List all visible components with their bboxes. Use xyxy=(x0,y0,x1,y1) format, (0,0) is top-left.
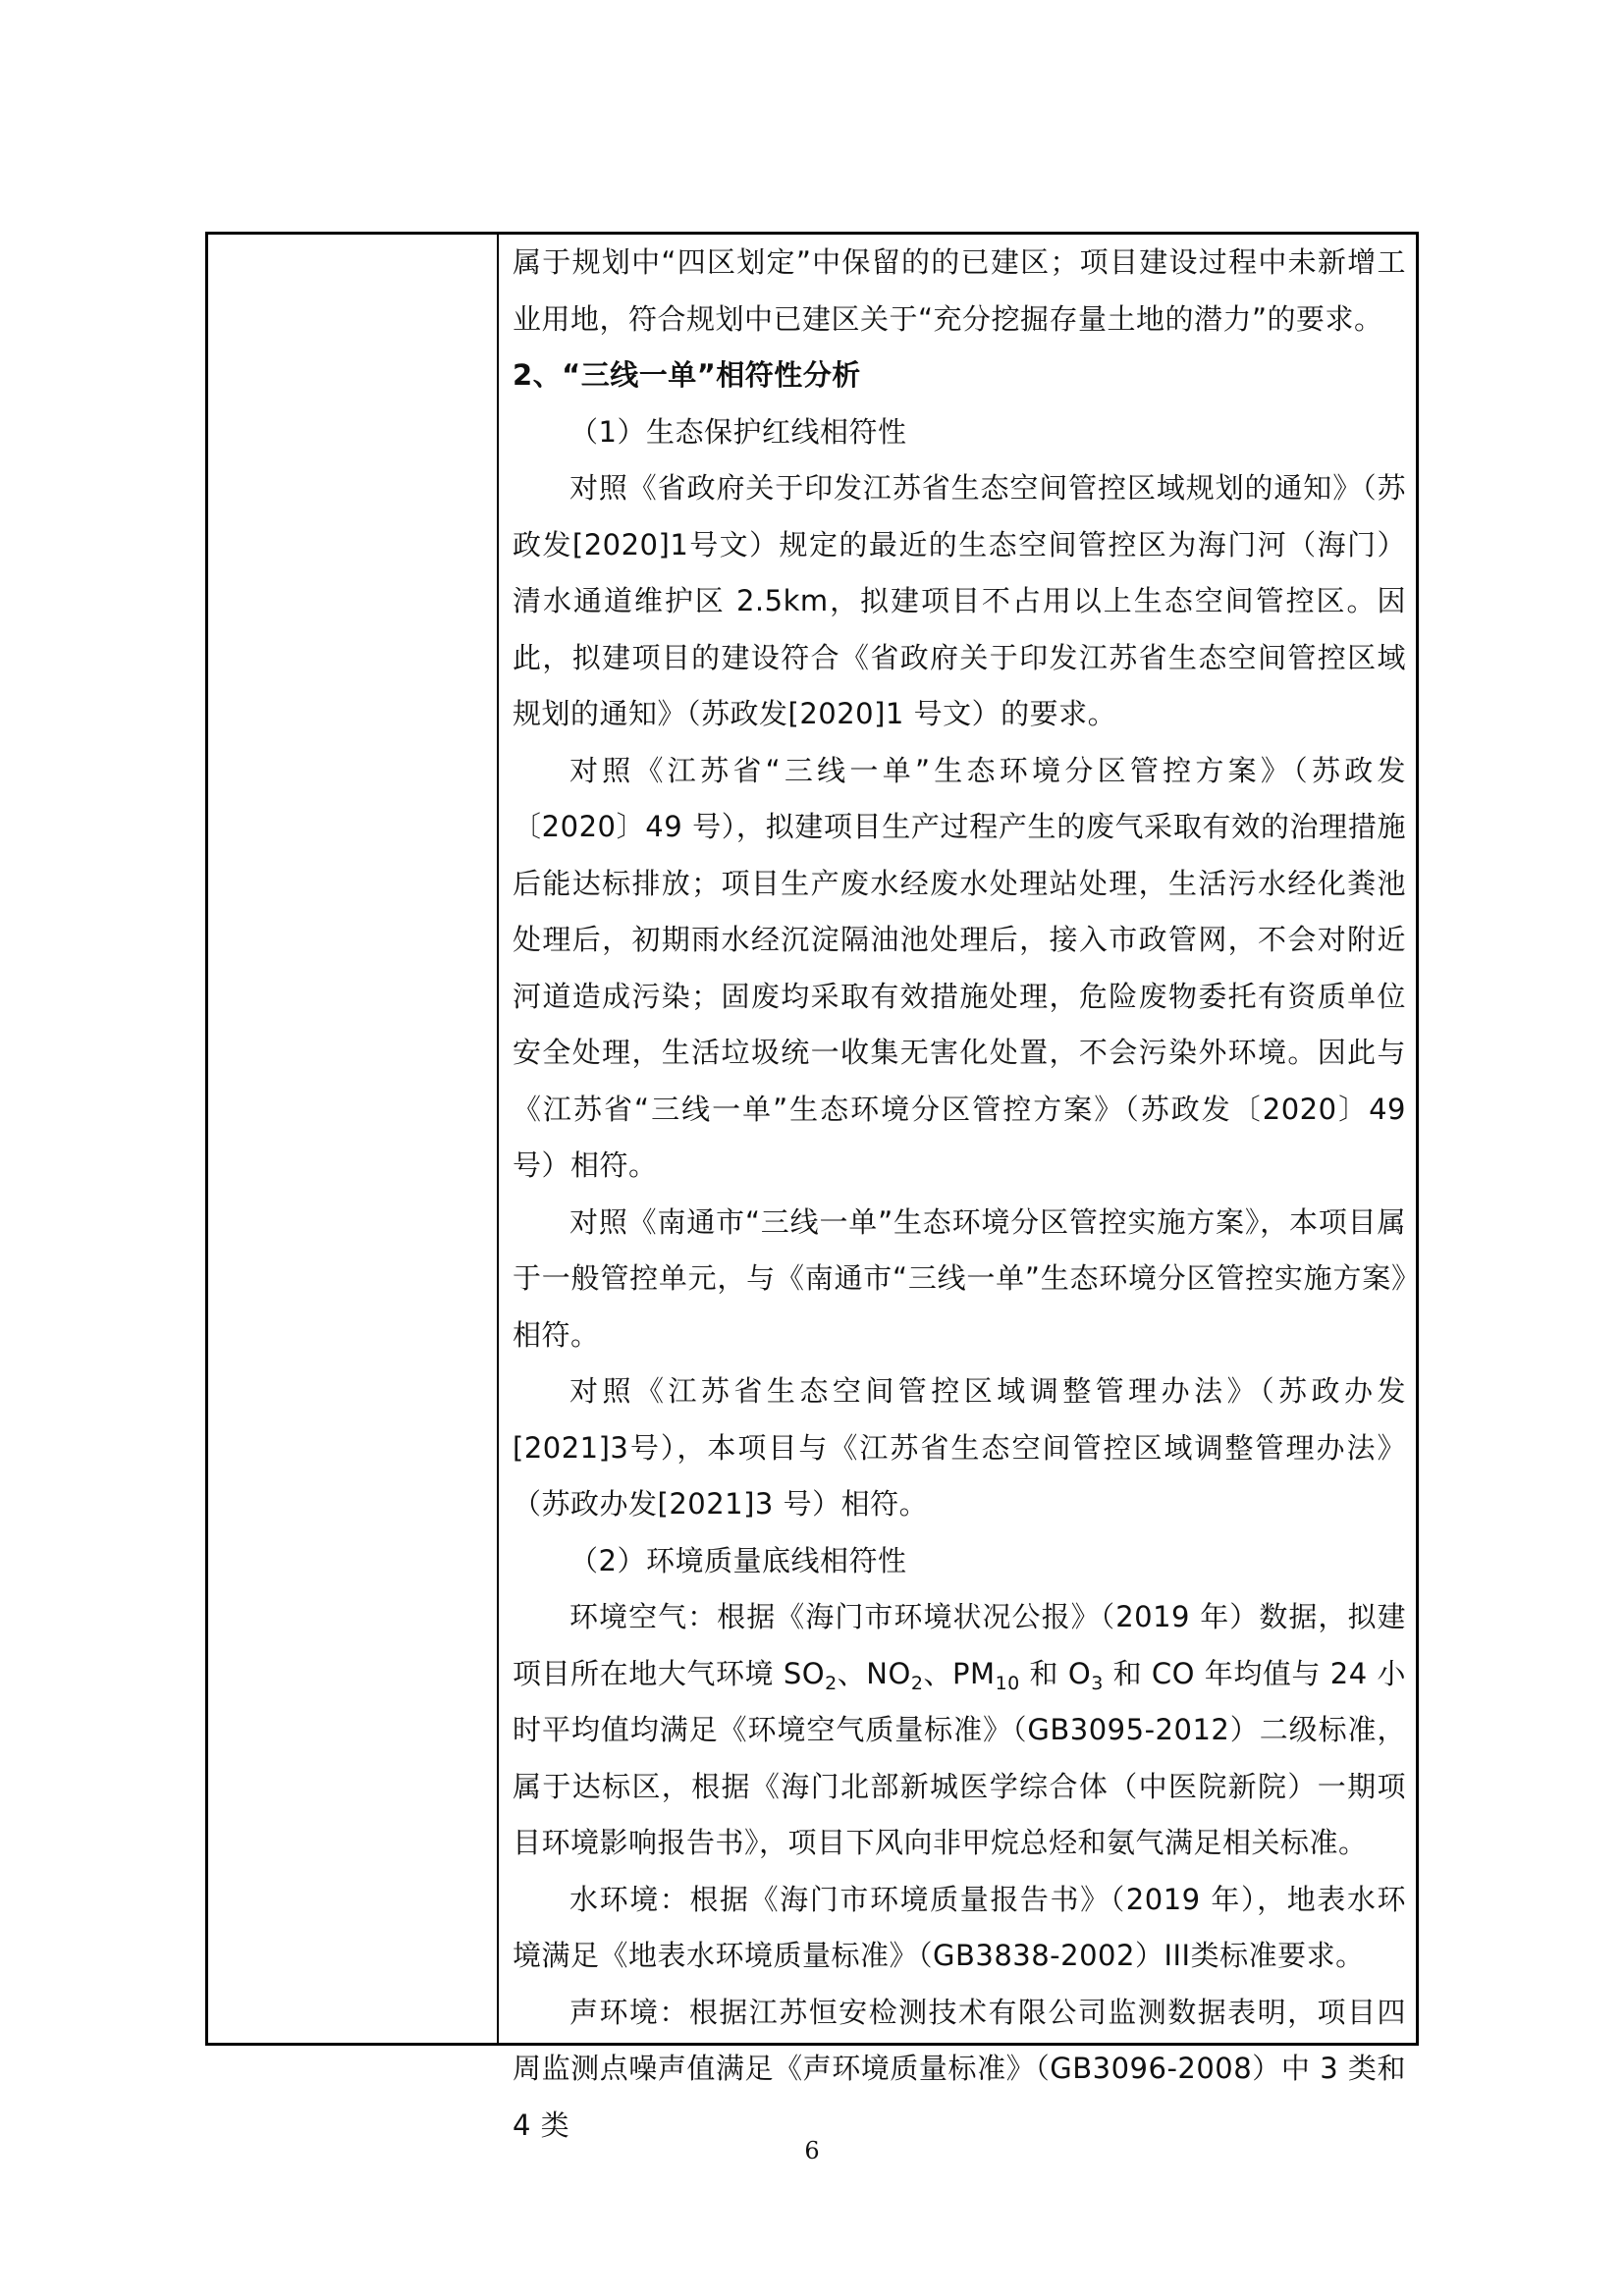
subheading-ecological-redline: （1）生态保护红线相符性 xyxy=(569,414,907,449)
paragraph-noise-quality: 声环境：根据江苏恒安检测技术有限公司监测数据表明，项目四周监测点噪声值满足《声环境质量标准》（GB3096-2008）中 3 类和 4 类 xyxy=(513,1995,1406,2142)
paragraph-air-quality: 环境空气：根据《海门市环境状况公报》（2019 年）数据，拟建项目所在地大气环境 $SO_2$、$NO_2$、$PM_{10}$ 和 $O_3$ 和 CO 年均值与 24 小时平均值均满足《环境空气质量标准》（GB3095-2012）二级标准，属于达标区，根据《海门北部新城医学综合体（中医院新院）一期项目环境影响报告书》，项目下风向非甲烷总烃和氨气满足相关标准。 xyxy=(513,1600,1406,1859)
section-heading: 2、“三线一单”相符性分析 xyxy=(513,358,861,392)
content-cell xyxy=(513,235,1406,2154)
paragraph-jiangsu-plan: 对照《江苏省“三线一单”生态环境分区管控方案》（苏政发〔2020〕49 号），拟建项目生产过程产生的废气采取有效的治理措施后能达标排放；项目生产废水经废水处理站处理，生活污水经化粪池处理后，初期雨水经沉淀隔油池处理后，接入市政管网，不会对附近河道造成污染；固废均采取有效措施处理，危险废物委托有资质单位安全处理，生活垃圾统一收集无害化处置，不会污染外环境。因此与《江苏省“三线一单”生态环境分区管控方案》（苏政发〔2020〕49 号）相符。 xyxy=(513,753,1406,1182)
paragraph-nantong-plan: 对照《南通市“三线一单”生态环境分区管控实施方案》，本项目属于一般管控单元，与《南通市“三线一单”生态环境分区管控实施方案》相符。 xyxy=(513,1204,1406,1352)
paragraph-provincial-notice: 对照《省政府关于印发江苏省生态空间管控区域规划的通知》（苏政发[2020]1号文）规定的最近的生态空间管控区为海门河（海门）清水通道维护区 2.5km，拟建项目不占用以上生态空间管控区。因此，拟建项目的建设符合《省政府关于印发江苏省生态空间管控区域规划的通知》（苏政发[2020]1 号文）的要求。 xyxy=(513,471,1406,730)
paragraph-water-quality: 水环境：根据《海门市环境质量报告书》（2019 年），地表水环境满足《地表水环境质量标准》（GB3838-2002）III类标准要求。 xyxy=(513,1882,1406,1972)
paragraph-adjustment-measures: 对照《江苏省生态空间管控区域调整管理办法》（苏政办发[2021]3号），本项目与《江苏省生态空间管控区域调整管理办法》（苏政办发[2021]3 号）相符。 xyxy=(513,1374,1406,1521)
table-frame xyxy=(205,232,1419,2142)
subheading-environmental-quality: （2）环境质量底线相符性 xyxy=(569,1543,907,1577)
left-column-cell xyxy=(208,235,499,2043)
paragraph-continuation: 属于规划中“四区划定”中保留的的已建区；项目建设过程中未新增工业用地，符合规划中已建区关于“充分挖掘存量土地的潜力”的要求。 xyxy=(513,245,1406,336)
page-number: 6 xyxy=(804,2137,820,2164)
